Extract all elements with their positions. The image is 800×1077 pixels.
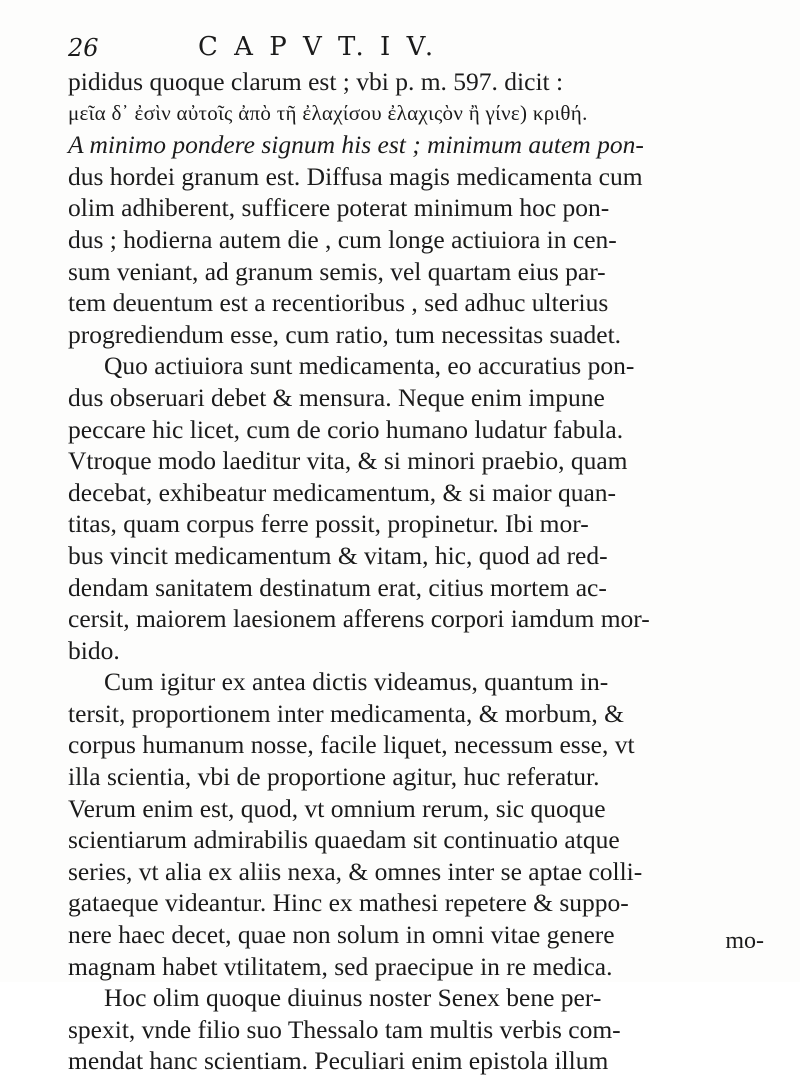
text-line: nere haec decet, quae non solum in omni vitae genere [68, 920, 615, 950]
text-line: titas, quam corpus ferre possit, propinetur. Ibi mor- [68, 509, 589, 539]
paragraph-first-line: Hoc olim quoque diuinus noster Senex bene per- [104, 983, 602, 1013]
paragraph-first-line: Quo actiuiora sunt medicamenta, eo accuratius pon- [104, 351, 635, 381]
text-line: gataeque videantur. Hinc ex mathesi repetere & suppo- [68, 888, 629, 918]
text-line: olim adhiberent, sufficere poterat minimum hoc pon- [68, 193, 610, 223]
text-line: series, vt alia ex aliis nexa, & omnes inter se aptae colli- [68, 856, 643, 886]
text-line: Vtroque modo laeditur vita, & si minori praebio, quam [68, 446, 628, 476]
catchword: mo- [725, 928, 764, 954]
text-line: spexit, vnde filio suo Thessalo tam multis verbis com- [68, 1014, 621, 1044]
text-line: mendat hanc scientiam. Peculiari enim epistola illum [68, 1046, 609, 1076]
paragraph-first-line: Cum igitur ex antea dictis videamus, quantum in- [104, 667, 609, 697]
text-line: dus hordei granum est. Diffusa magis medicamenta cum [68, 161, 643, 191]
text-line: pididus quoque clarum est ; vbi p. m. 597. dicit : [68, 67, 564, 96]
text-line: dus obseruari debet & mensura. Neque enim impune [68, 382, 605, 412]
latin-translation-line: A minimo pondere signum his est ; minimum autem pon- [68, 130, 644, 160]
text-line: peccare hic licet, cum de corio humano ludatur fabula. [68, 414, 624, 444]
text-line: magnam habet vtilitatem, sed praecipue in re medica. [68, 951, 613, 981]
body-text [68, 66, 780, 1077]
running-head: C A P V T. I V. [198, 32, 438, 62]
text-line: tem deuentum est a recentioribus , sed adhuc ulterius [68, 288, 609, 318]
greek-quote-line: μεῖα δ᾽ ἐσὶν αὐτοῖς ἀπὸ τῆ ἐλαχίσου ἐλαχιςὸν ἢ γίνε) κριθή. [68, 100, 588, 125]
text-line: corpus humanum nosse, facile liquet, necessum esse, vt [68, 730, 635, 760]
page-number: 26 [68, 34, 99, 62]
text-line: Verum enim est, quod, vt omnium rerum, sic quoque [68, 793, 606, 823]
text-line: decebat, exhibeatur medicamentum, & si maior quan- [68, 477, 617, 507]
text-line: scientiarum admirabilis quaedam sit continuatio atque [68, 825, 620, 855]
page-header [68, 30, 768, 70]
text-line: illa scientia, vbi de proportione agitur, huc referatur. [68, 762, 600, 792]
text-line: tersit, proportionem inter medicamenta, & morbum, & [68, 698, 624, 728]
text-line: bido. [68, 635, 120, 665]
text-line: dendam sanitatem destinatum erat, citius mortem ac- [68, 572, 607, 602]
text-line: dus ; hodierna autem die , cum longe actiuiora in cen- [68, 224, 617, 254]
text-line: progrediendum esse, cum ratio, tum necessitas suadet. [68, 319, 622, 349]
text-line: sum veniant, ad granum semis, vel quartam eius par- [68, 256, 606, 286]
text-line: bus vincit medicamentum & vitam, hic, quod ad red- [68, 540, 608, 570]
text-line: cersit, maiorem laesionem afferens corpori iamdum mor- [68, 604, 650, 634]
